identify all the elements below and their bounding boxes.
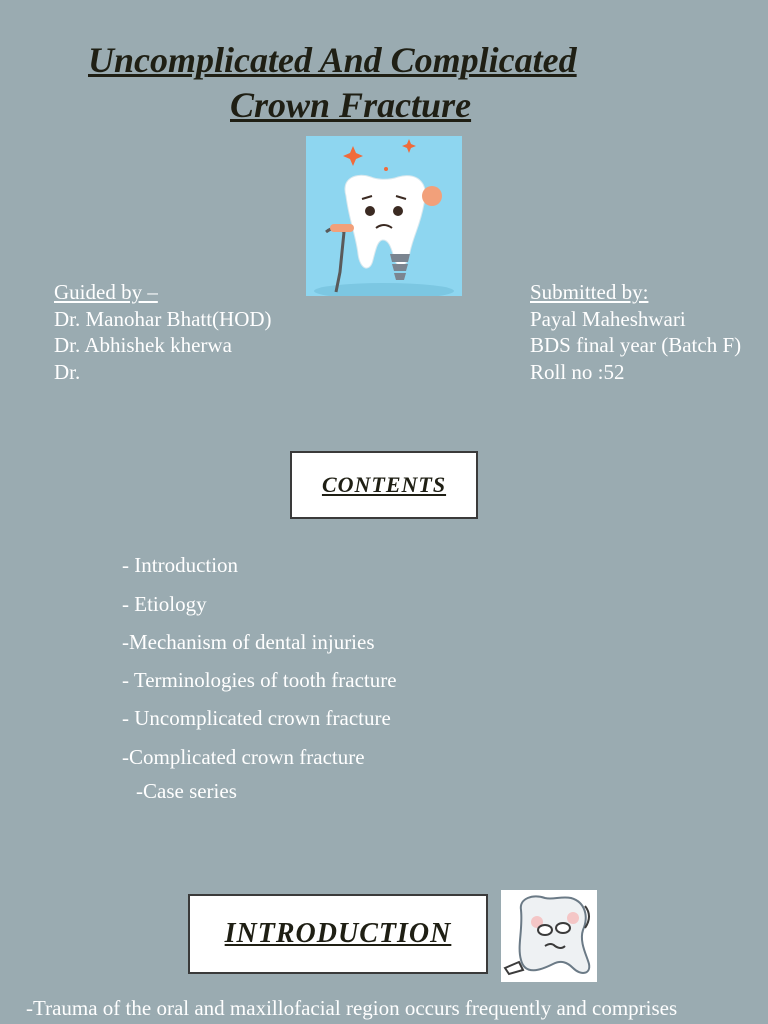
toc-item: - Etiology (122, 592, 207, 616)
submitted-by-heading: Submitted by: (530, 280, 649, 304)
tooth-illustration-icon (306, 136, 462, 296)
title-line-2: Crown Fracture (230, 85, 472, 125)
introduction-heading-box (188, 894, 488, 974)
guided-by-block (54, 279, 272, 385)
guide-line: Dr. Abhishek kherwa (54, 333, 232, 357)
toc-item: -Case series (136, 779, 237, 803)
introduction-heading: INTRODUCTION (224, 918, 452, 949)
toc-item: -Complicated crown fracture (122, 745, 365, 769)
submitter-line: Roll no :52 (530, 359, 625, 384)
guide-line: Dr. (54, 359, 81, 384)
submitted-by-block (530, 279, 741, 385)
toc-item: - Introduction (122, 553, 239, 577)
submitter-line: BDS final year (Batch F) (530, 333, 742, 357)
contents-heading: CONTENTS (321, 472, 447, 497)
toc-item: - Uncomplicated crown fracture (122, 706, 391, 730)
sad-tooth-crutch-illustration (306, 136, 462, 296)
guide-line: Dr. Manohar Bhatt(HOD) (54, 306, 272, 331)
contents-heading-box (290, 451, 478, 519)
introduction-text: -Trauma of the oral and maxillofacial region occurs frequently and comprises (26, 996, 678, 1020)
sick-tooth-illustration (501, 890, 597, 982)
toc-item: - Terminologies of tooth fracture (122, 668, 397, 692)
title-line-1: Uncomplicated And Complicated (88, 40, 577, 80)
toc-item: -Mechanism of dental injuries (122, 630, 375, 654)
submitter-line: Payal Maheshwari (530, 306, 686, 331)
sick-tooth-icon (501, 890, 597, 982)
guided-by-heading: Guided by – (54, 280, 158, 304)
